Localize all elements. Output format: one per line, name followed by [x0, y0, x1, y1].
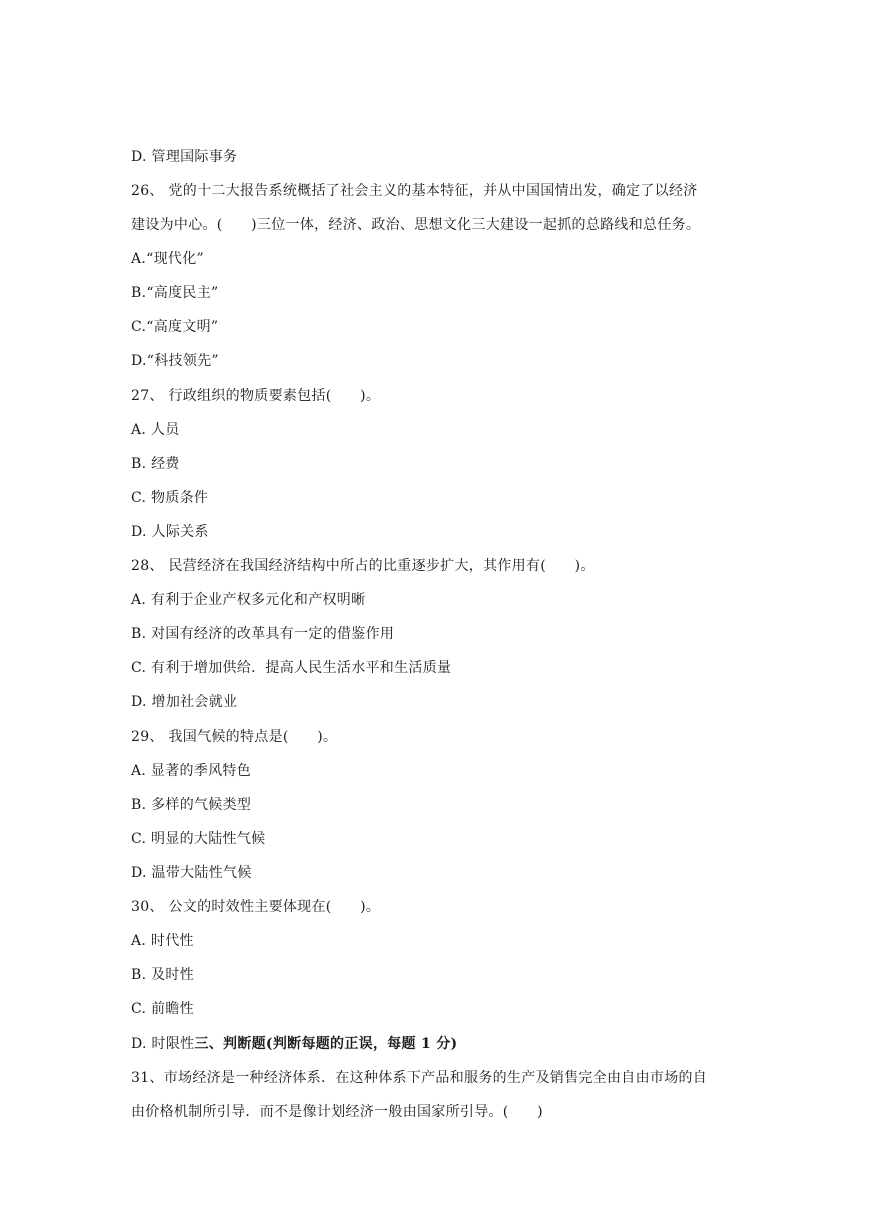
option-26-c: C.“高度文明”	[131, 319, 219, 335]
option-27-c: C. 物质条件	[131, 490, 209, 506]
option-30-d: D. 时限性	[131, 1036, 195, 1052]
question-28: 28、 民营经济在我国经济结构中所占的比重逐步扩大，其作用有( )。	[131, 558, 595, 574]
question-29: 29、 我国气候的特点是( )。	[131, 729, 338, 745]
option-27-a: A. 人员	[131, 422, 180, 438]
option-30-b: B. 及时性	[131, 967, 194, 983]
section-heading-judgment: 三、判断题(判断每题的正误，每题 1 分)	[194, 1036, 458, 1052]
option-30-a: A. 时代性	[131, 933, 194, 949]
option-29-b: B. 多样的气候类型	[131, 797, 252, 813]
question-31-line-1: 31、市场经济是一种经济体系．在这种体系下产品和服务的生产及销售完全由自由市场的自	[131, 1070, 708, 1086]
option-28-a: A. 有利于企业产权多元化和产权明晰	[131, 592, 366, 608]
option-26-a: A.“现代化”	[131, 251, 204, 267]
option-26-d: D.“科技领先”	[131, 353, 219, 369]
option-29-c: C. 明显的大陆性气候	[131, 831, 266, 847]
option-28-c: C. 有利于增加供给．提高人民生活水平和生活质量	[131, 660, 452, 676]
option-30-d-with-section-heading	[131, 1034, 751, 1054]
question-26-line-2: 建设为中心。( )三位一体，经济、政治、思想文化三大建设一起抓的总路线和总任务。	[131, 217, 701, 233]
option-29-a: A. 显著的季风特色	[131, 763, 252, 779]
option-26-b: B.“高度民主”	[131, 285, 219, 301]
question-26-line-1: 26、 党的十二大报告系统概括了社会主义的基本特征，并从中国国情出发，确定了以经济	[131, 183, 698, 199]
option-27-d: D. 人际关系	[131, 524, 209, 540]
question-27: 27、 行政组织的物质要素包括( )。	[131, 388, 381, 404]
option-25-d: D. 管理国际事务	[131, 149, 238, 165]
option-30-c: C. 前瞻性	[131, 1001, 194, 1017]
question-30: 30、 公文的时效性主要体现在( )。	[131, 899, 381, 915]
question-31-line-2: 由价格机制所引导．而不是像计划经济一般由国家所引导。( )	[131, 1104, 543, 1120]
option-27-b: B. 经费	[131, 456, 180, 472]
option-28-b: B. 对国有经济的改革具有一定的借鉴作用	[131, 626, 395, 642]
option-28-d: D. 增加社会就业	[131, 694, 238, 710]
option-29-d: D. 温带大陆性气候	[131, 865, 252, 881]
